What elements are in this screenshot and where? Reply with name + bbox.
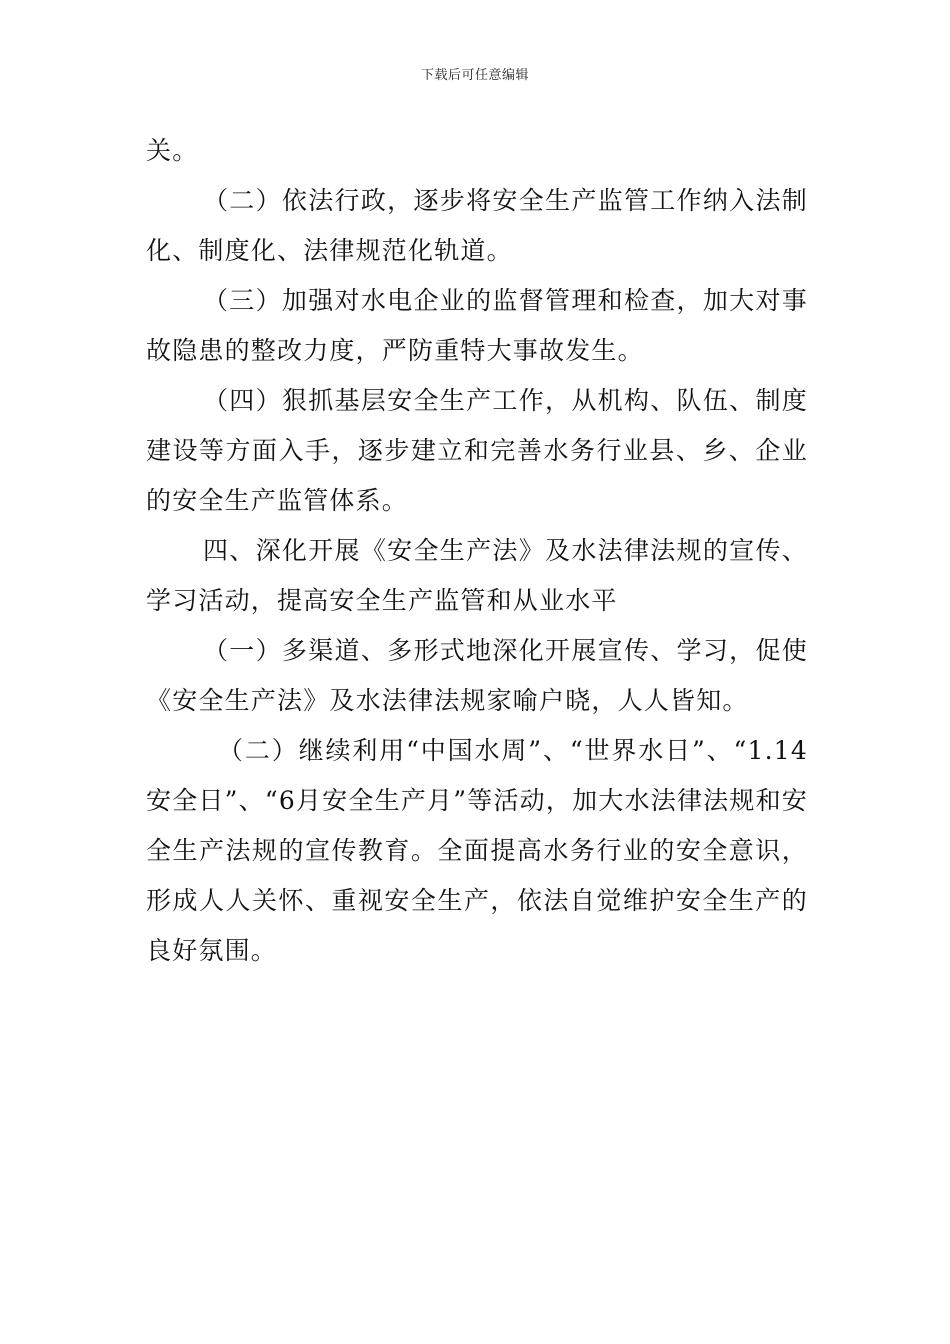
section-heading-4: 四、深化开展《安全生产法》及水法律法规的宣传、学习活动，提高安全生产监管和从业水平 [146,536,808,615]
paragraph-item-4-2: （二）继续利用“中国水周”、“世界水日”、“1.14安全日”、“6月安全生产月”等活动，加大水法律法规和安全生产法规的宣传教育。全面提高水务行业的安全意识，形成人人关怀、重视安全生产，依法自觉维护安全生产的良好氛围。 [146,736,808,965]
paragraph-continuation: 关。 [146,136,199,165]
paragraph-item-2: （二）依法行政，逐步将安全生产监管工作纳入法制化、制度化、法律规范化轨道。 [146,186,808,265]
paragraph-item-3: （三）加强对水电企业的监督管理和检查，加大对事故隐患的整改力度，严防重特大事故发生。 [146,286,808,365]
paragraph-item-4-1: （一）多渠道、多形式地深化开展宣传、学习，促使《安全生产法》及水法律法规家喻户晓，人人皆知。 [146,636,808,715]
paragraph-item-4: （四）狠抓基层安全生产工作，从机构、队伍、制度建设等方面入手，逐步建立和完善水务行业县、乡、企业的安全生产监管体系。 [146,386,808,515]
document-body [146,126,808,976]
page-header: 下载后可任意编辑 [420,68,529,83]
